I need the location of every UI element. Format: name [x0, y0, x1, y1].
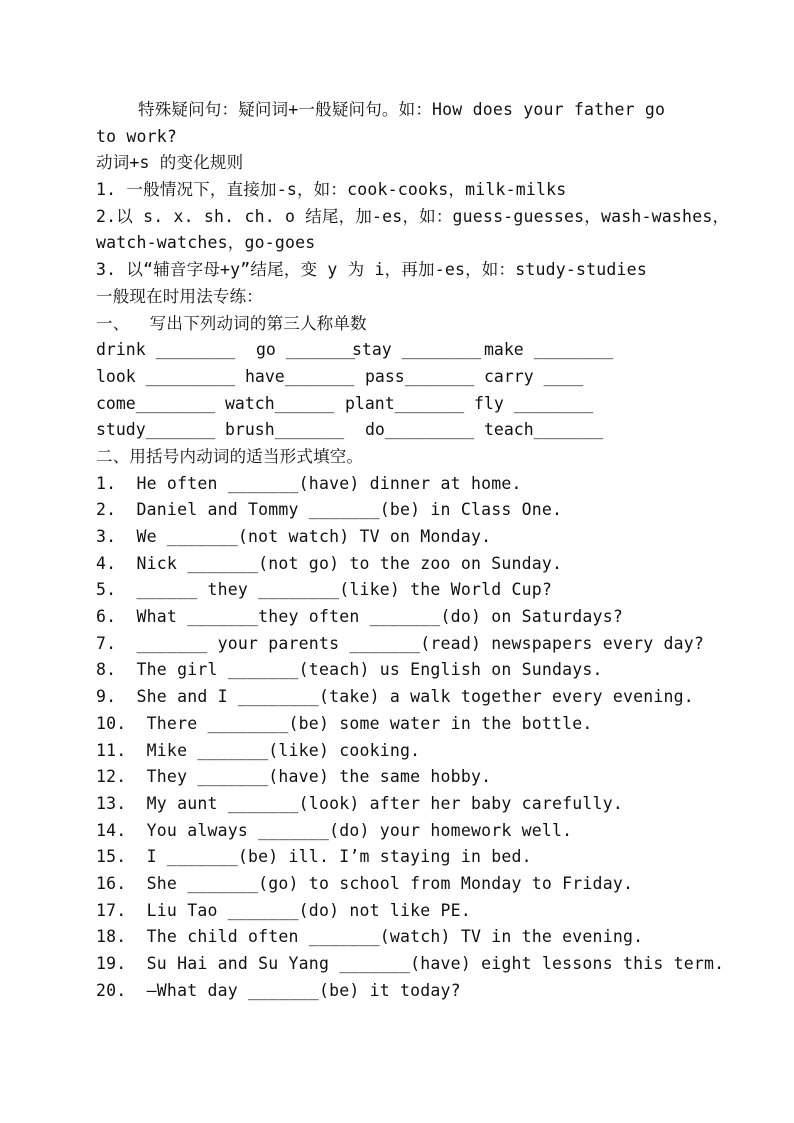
vocab-item: watch______ [225, 393, 335, 413]
vocab-item: come________ [96, 393, 216, 413]
section1-title: 一、 写出下列动词的第三人称单数 [96, 313, 367, 333]
vocab-item: have_______ [245, 366, 355, 386]
question-item: 4. Nick _______(not go) to the zoo on Sunday. [96, 553, 563, 573]
rule-3: 3. 以“辅音字母+y”结尾，变 y 为 i，再加-es，如：study-studies [96, 260, 647, 280]
question-item: 14. You always _______(do) your homework well. [96, 820, 573, 840]
question-item: 11. Mike _______(like) cooking. [96, 740, 421, 760]
question-item: 3. We _______(not watch) TV on Monday. [96, 527, 492, 546]
document-page [96, 97, 746, 1004]
vocab-item: plant_______ [345, 393, 465, 413]
question-item: 15. I _______(be) ill. I’m staying in bed. [96, 847, 532, 867]
question-item: 8. The girl _______(teach) us English on Sundays. [96, 660, 603, 680]
rules-heading: 动词+s 的变化规则 [96, 153, 244, 173]
rule-1: 1. 一般情况下，直接加-s，如：cook-cooks，milk-milks [96, 180, 567, 200]
vocab-item: brush_______ [225, 420, 345, 440]
vocab-item: stay ________ [352, 340, 482, 360]
question-list [96, 471, 746, 1005]
vocab-item: study_______ [96, 420, 216, 440]
question-item: 19. Su Hai and Su Yang _______(have) eight lessons this term. [96, 954, 725, 973]
question-item: 6. What _______they often _______(do) on Saturdays? [96, 607, 623, 627]
question-item: 16. She _______(go) to school from Monday to Friday. [96, 873, 634, 893]
vocab-row [96, 337, 746, 364]
vocab-item: go _______ [256, 340, 356, 360]
question-item: 1. He often _______(have) dinner at home. [96, 473, 522, 493]
question-item: 5. ______ they ________(like) the World Cup? [96, 580, 553, 600]
question-item: 12. They _______(have) the same hobby. [96, 767, 492, 787]
rule-2-line-1: 2.以 s. x. sh. ch. o 结尾，加-es，如：guess-guesses，wash-washes， [96, 206, 730, 226]
question-item: 7. _______ your parents _______(read) newspapers every day? [96, 633, 705, 653]
vocab-row [96, 417, 746, 444]
vocab-grid [96, 337, 746, 444]
vocab-row [96, 391, 746, 418]
rule-2-line-2: watch-watches，go-goes [96, 233, 316, 253]
question-item: 9. She and I ________(take) a walk together every evening. [96, 687, 694, 707]
vocab-row [96, 364, 746, 391]
intro-line-2: to work? [96, 126, 178, 146]
question-item: 17. Liu Tao _______(do) not like PE. [96, 900, 471, 920]
vocab-item: fly ________ [474, 393, 594, 413]
vocab-item: carry ____ [484, 366, 584, 386]
question-item: 18. The child often _______(watch) TV in the evening. [96, 927, 644, 947]
section2-title: 二、用括号内动词的适当形式填空。 [96, 446, 364, 466]
question-item: 20. —What day _______(be) it today? [96, 980, 461, 1000]
intro-line-1: 特殊疑问句：疑问词+一般疑问句。如：How does your father go [138, 100, 666, 119]
vocab-item: teach_______ [484, 420, 604, 440]
question-item: 2. Daniel and Tommy _______(be) in Class One. [96, 500, 563, 520]
vocab-item: make ________ [484, 340, 614, 360]
question-item: 13. My aunt _______(look) after her baby carefully. [96, 793, 623, 813]
vocab-item: do_________ [365, 420, 475, 440]
vocab-item: look _________ [96, 366, 236, 386]
vocab-item: drink ________ [96, 340, 236, 360]
question-item: 10. There ________(be) some water in the bottle. [96, 713, 593, 733]
practice-title: 一般现在时用法专练： [96, 286, 263, 306]
vocab-item: pass_______ [365, 366, 475, 386]
